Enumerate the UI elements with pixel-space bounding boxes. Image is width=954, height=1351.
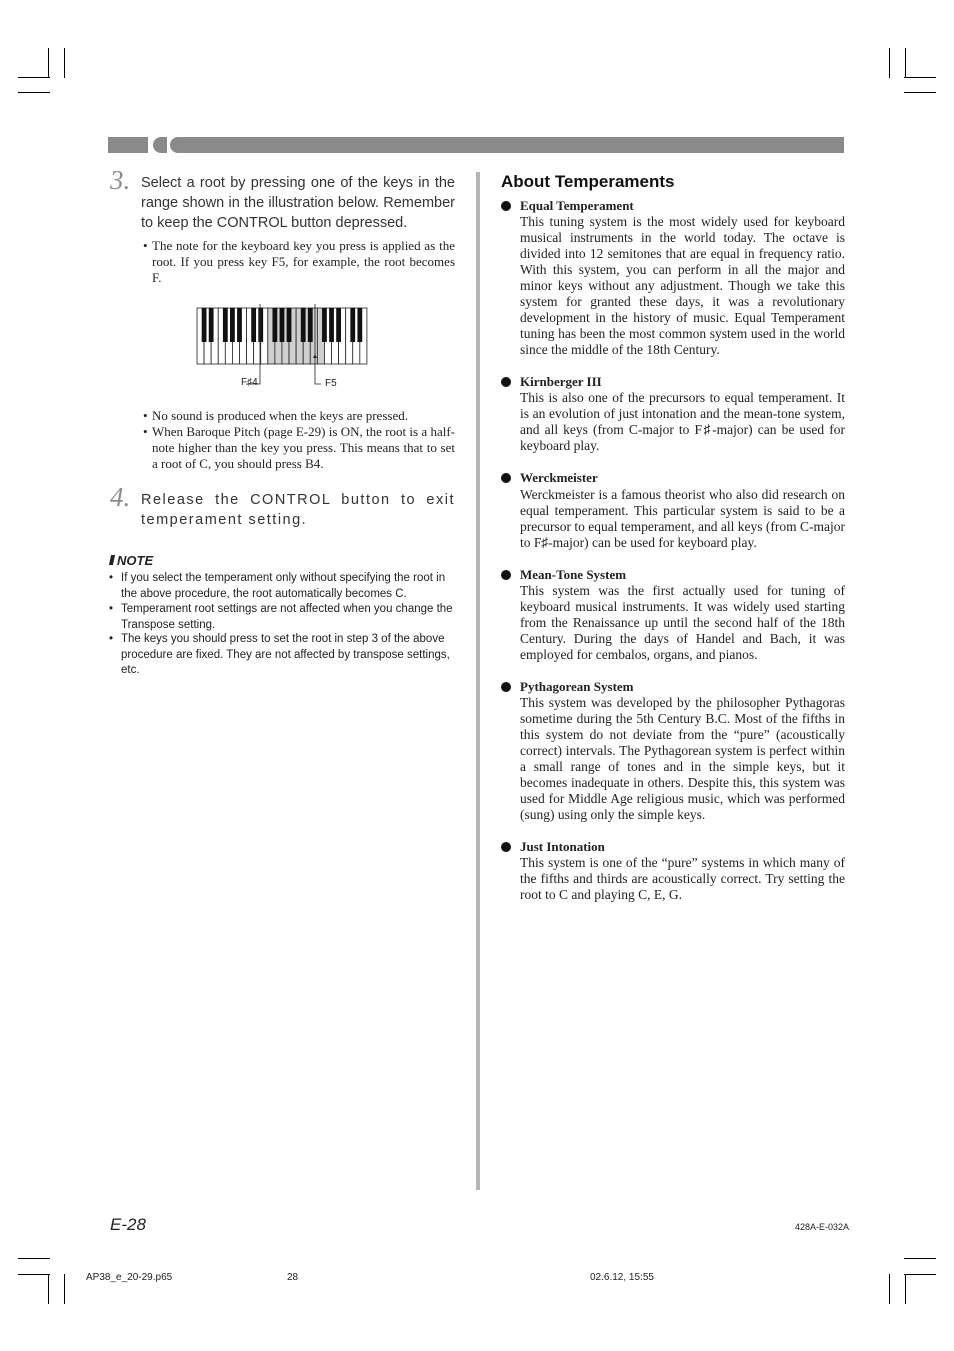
step-3-text: Select a root by pressing one of the keys in the range shown in the illustration below. Remember to keep the CONTROL button depressed. bbox=[141, 175, 455, 231]
crop-mark bbox=[889, 48, 890, 78]
crop-mark bbox=[904, 92, 936, 93]
black-key bbox=[258, 308, 263, 342]
crop-mark bbox=[48, 1274, 49, 1304]
header-bar-tab bbox=[153, 137, 167, 153]
bullet-icon bbox=[501, 201, 511, 211]
step-3-bullet: • No sound is produced when the keys are pressed. bbox=[143, 408, 408, 423]
black-key bbox=[350, 308, 355, 342]
temperament-name: Mean-Tone System bbox=[520, 567, 627, 582]
crop-mark bbox=[18, 92, 50, 93]
temperament-description: This is also one of the precursors to equal temperament. It is an evolution of just intonation and the mean-tone system, and all keys (from C-major to F♯-major) can be used for keyboard play. bbox=[520, 390, 845, 453]
header-bar-left bbox=[108, 137, 148, 153]
temperament-description: Werckmeister is a famous theorist who also did research on equal temperament. This particular system is said to be a precursor to equal temperament, and all keys (from C-major to F♯-major) can be used for keyboard play. bbox=[520, 487, 846, 550]
temperament-name: Kirnberger III bbox=[520, 374, 602, 389]
print-date: 02.6.12, 15:55 bbox=[590, 1272, 654, 1283]
note-heading: NOTE bbox=[110, 553, 153, 568]
temperament-name: Werckmeister bbox=[520, 470, 598, 485]
note-item: • The keys you should press to set the root in step 3 of the above procedure are fixed. They are not affected by transpose settings, etc. bbox=[109, 633, 450, 676]
temperament-name: Pythagorean System bbox=[520, 679, 634, 694]
black-key bbox=[230, 308, 235, 342]
temperament-description: This system was the first actually used for tuning of keyboard musical instruments. It was widely used starting from the Renaissance up until the second half of the 18th Century. During the days of Handel and Bach, it was employed for cembalos, organs, and pianos. bbox=[520, 583, 845, 662]
temperament-name: Just Intonation bbox=[520, 839, 605, 854]
crop-mark bbox=[64, 48, 65, 78]
bullet-icon bbox=[501, 570, 511, 580]
black-key bbox=[357, 308, 362, 342]
crop-mark bbox=[889, 1274, 890, 1304]
crop-mark bbox=[18, 1274, 50, 1275]
black-key bbox=[251, 308, 256, 342]
black-key bbox=[329, 308, 334, 342]
header-bar-main bbox=[180, 137, 844, 153]
black-key bbox=[237, 308, 242, 342]
bullet-icon bbox=[501, 682, 511, 692]
bullet-icon bbox=[501, 377, 511, 387]
column-divider bbox=[476, 172, 480, 1190]
temperament-description: This tuning system is the most widely used for keyboard musical instruments in the world today. The octave is divided into 12 semitones that are equal in frequency ratio. With this system, you can perform in all the major and minor keys without any adjustment. Though we take this system for granted these days, it was a revolutionary development in the history of music. Equal Temperament tuning has been the most common system used in the world since the middle of the 18th Century. bbox=[520, 214, 845, 357]
black-key bbox=[322, 308, 327, 342]
black-key bbox=[280, 308, 285, 342]
black-key bbox=[223, 308, 228, 342]
crop-mark bbox=[64, 1274, 65, 1304]
step-4-text: Release the CONTROL button to exit temperament setting. bbox=[141, 492, 455, 528]
note-item: • Temperament root settings are not affected when you change the Transpose setting. bbox=[109, 603, 453, 631]
step-number: 4. bbox=[110, 482, 131, 512]
document-code: 428A-E-032A bbox=[795, 1222, 850, 1232]
note-item: • If you select the temperament only without specifying the root in the above procedure, the root automatically becomes C. bbox=[109, 572, 446, 600]
keyboard-label-right: F5 bbox=[325, 378, 337, 389]
keyboard-illustration bbox=[190, 300, 380, 395]
crop-mark bbox=[48, 48, 49, 78]
crop-mark bbox=[905, 48, 906, 78]
bullet-icon bbox=[501, 842, 511, 852]
crop-mark bbox=[18, 77, 50, 78]
step-3-bullet: • The note for the keyboard key you press is applied as the root. If you press key F5, for example, the root becomes F. bbox=[143, 238, 455, 285]
crop-mark bbox=[904, 77, 936, 78]
black-key bbox=[301, 308, 306, 342]
step-3-bullet: • When Baroque Pitch (page E-29) is ON, the root is a half-note higher than the key you press. This means that to set a root of C, you should press B4. bbox=[143, 424, 455, 471]
crop-mark bbox=[904, 1274, 936, 1275]
sheet-number: 28 bbox=[287, 1272, 299, 1283]
crop-mark bbox=[904, 1258, 936, 1259]
crop-mark bbox=[905, 1274, 906, 1304]
black-key bbox=[308, 308, 313, 342]
temperament-description: This system is one of the “pure” systems in which many of the fifths and thirds are acoustically correct. Try setting the root to C and playing C, E, G. bbox=[520, 855, 845, 902]
temperament-name: Equal Temperament bbox=[520, 198, 634, 213]
step-number: 3. bbox=[110, 165, 131, 195]
black-key bbox=[202, 308, 207, 342]
keyboard-label-left: F♯4 bbox=[241, 377, 258, 388]
black-key bbox=[209, 308, 214, 342]
bullet-icon bbox=[501, 473, 511, 483]
file-name: AP38_e_20-29.p65 bbox=[86, 1272, 173, 1283]
note-icon bbox=[109, 555, 115, 565]
black-key bbox=[272, 308, 277, 342]
page-number: E-28 bbox=[110, 1215, 146, 1234]
crop-mark bbox=[18, 1258, 50, 1259]
section-title: About Temperaments bbox=[501, 172, 675, 191]
black-key bbox=[336, 308, 341, 342]
temperament-description: This system was developed by the philosopher Pythagoras sometime during the 5th Century B.C. Most of the fifths in this system do not deviate from the “pure” (acoustically correct) intervals. The Pythagorean system is perfect within a small range of tones and in the simple keys, but it becomes inadequate in others. Despite this, this system was used for Middle Age religious music, which was performed (sung) using only the simple keys. bbox=[520, 695, 845, 822]
black-key bbox=[287, 308, 292, 342]
